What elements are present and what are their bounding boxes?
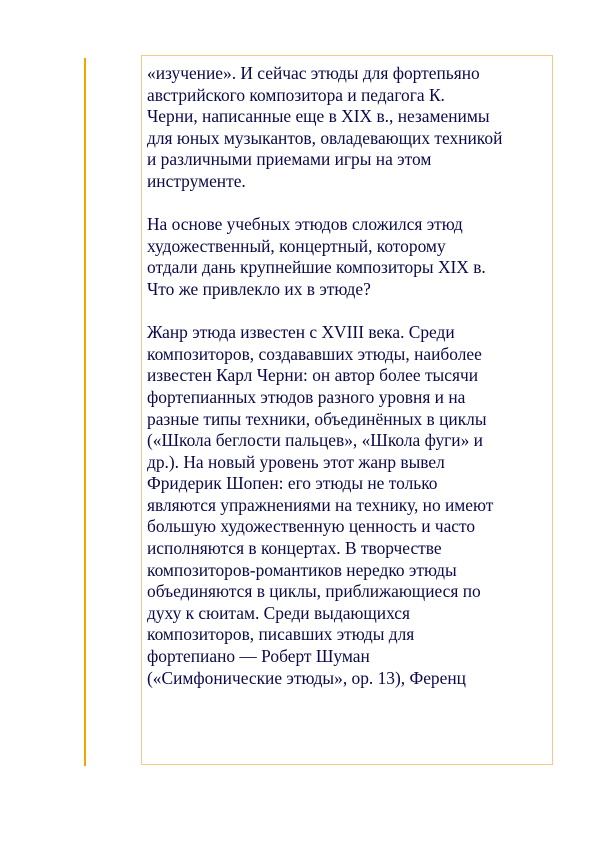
text-line: духу к сюитам. Среди выдающихся [147, 602, 411, 623]
text-line: Фридерик Шопен: его этюды не только [147, 473, 438, 494]
text-line: большую художественную ценность и часто [147, 516, 476, 537]
text-line: известен Карл Черни: он автор более тысячи [147, 365, 479, 386]
paragraph-3 [147, 322, 552, 689]
text-line: На основе учебных этюдов сложился этюд [147, 214, 463, 235]
text-line: композиторов, создававших этюды, наиболее [147, 343, 482, 364]
text-line: и различными приемами игры на этом [147, 149, 432, 170]
text-line: инструменте. [147, 170, 246, 191]
text-line: художественный, концертный, которому [147, 235, 446, 256]
paragraph-2 [147, 214, 552, 300]
text-line: Черни, написанные еще в XIX в., незаменимы [147, 106, 490, 127]
text-line: «изучение». И сейчас этюды для фортепьяно [147, 63, 480, 83]
text-line: Жанр этюда известен с XVIII века. Среди [147, 322, 455, 343]
text-line: отдали дань крупнейшие композиторы XIX в. [147, 257, 486, 278]
text-line: разные типы техники, объединённых в циклы [147, 408, 487, 429]
text-line: фортепиано — Роберт Шуман [147, 646, 370, 667]
text-line: являются упражнениями на технику, но имеют [147, 494, 494, 515]
document-body [147, 63, 552, 711]
text-line: композиторов, писавших этюды для [147, 624, 415, 645]
text-line: («Школа беглости пальцев», «Школа фуги» и [147, 430, 483, 451]
text-line: австрийского композитора и педагога К. [147, 84, 445, 105]
text-line: композиторов-романтиков нередко этюды [147, 559, 457, 580]
paragraph-1 [147, 63, 552, 193]
text-line: («Симфонические этюды», ор. 13), Ференц [147, 667, 466, 688]
text-line: др.). На новый уровень этот жанр вывел [147, 451, 445, 472]
text-line: фортепианных этюдов разного уровня и на [147, 386, 466, 407]
text-line: для юных музыкантов, овладевающих техникой [147, 127, 503, 148]
text-line: Что же привлекло их в этюде? [147, 278, 371, 299]
left-margin-rule [84, 58, 86, 766]
text-line: исполняются в концертах. В творчестве [147, 538, 442, 559]
text-line: объединяются в циклы, приближающиеся по [147, 581, 481, 602]
